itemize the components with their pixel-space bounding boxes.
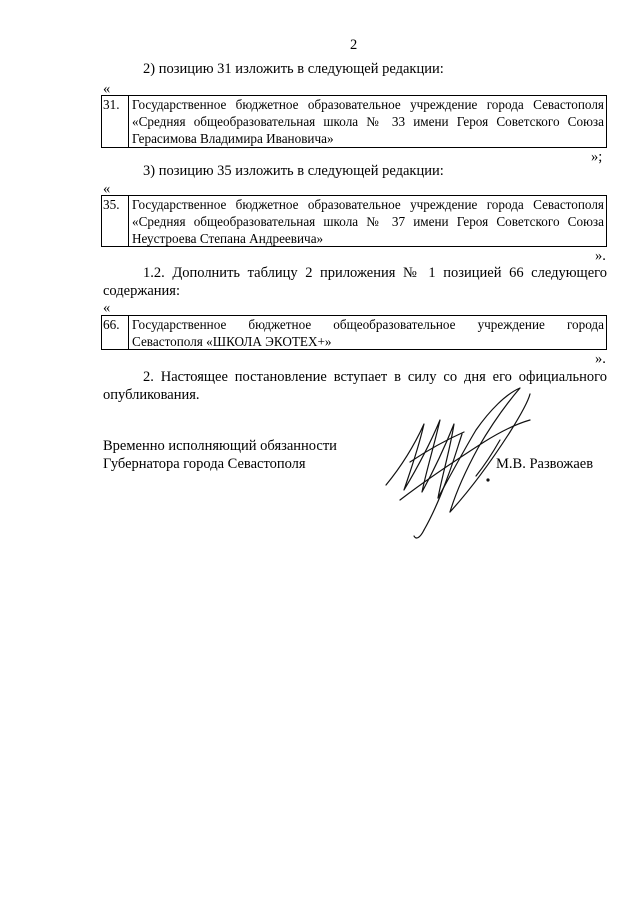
row-number-cell	[102, 196, 129, 246]
paragraph-line: 2. Настоящее постановление вступает в силу со дня его официального	[143, 369, 607, 385]
open-quote: «	[103, 300, 111, 316]
item-1-2-paragraph	[103, 264, 607, 282]
table-row-35	[101, 195, 607, 247]
row-text-line: «Средняя общеобразовательная школа № 37 имени Героя Советского Союза	[132, 214, 604, 229]
row-text-line: Герасимова Владимира Ивановича»	[132, 131, 334, 146]
close-quote: »;	[591, 149, 603, 165]
close-quote: ».	[595, 248, 606, 264]
open-quote: «	[103, 181, 111, 197]
table-row-31	[101, 95, 607, 148]
row-text-line: Государственное бюджетное общеобразовательное учреждение города	[132, 317, 604, 332]
table-row-66	[101, 315, 607, 350]
row-text-line: Неустроева Степана Андреевича»	[132, 231, 324, 246]
row-text-line: «Средняя общеобразовательная школа № 33 имени Героя Советского Союза	[132, 114, 604, 129]
close-quote: ».	[595, 351, 606, 367]
item-2-intro: 2) позицию 31 изложить в следующей редакции:	[143, 61, 444, 77]
row-text-line: Государственное бюджетное образовательное учреждение города Севастополя	[132, 97, 604, 112]
handwritten-signature	[380, 380, 540, 550]
item-3-intro: 3) позицию 35 изложить в следующей редакции:	[143, 163, 444, 179]
row-number: 31.	[103, 97, 120, 112]
row-number: 35.	[103, 197, 120, 212]
row-text-line: Государственное бюджетное образовательное учреждение города Севастополя	[132, 197, 604, 212]
row-number-cell	[102, 96, 129, 147]
row-number: 66.	[103, 317, 120, 332]
paragraph-line: 1.2. Дополнить таблицу 2 приложения № 1 позицией 66 следующего	[143, 265, 607, 281]
row-text-line: Севастополя «ШКОЛА ЭКОТЕХ+»	[132, 334, 332, 349]
signatory-title-line: Временно исполняющий обязанности	[103, 438, 337, 454]
row-text-cell	[132, 96, 604, 147]
open-quote: «	[103, 81, 111, 97]
paragraph-line: опубликования.	[103, 387, 200, 403]
row-number-cell	[102, 316, 129, 349]
page-number: 2	[350, 37, 358, 53]
row-text-cell	[132, 316, 604, 350]
signatory-name: М.В. Развожаев	[496, 456, 594, 472]
row-text-cell	[132, 196, 604, 247]
signatory-title-line: Губернатора города Севастополя	[103, 456, 306, 472]
paragraph-line: содержания:	[103, 283, 181, 299]
